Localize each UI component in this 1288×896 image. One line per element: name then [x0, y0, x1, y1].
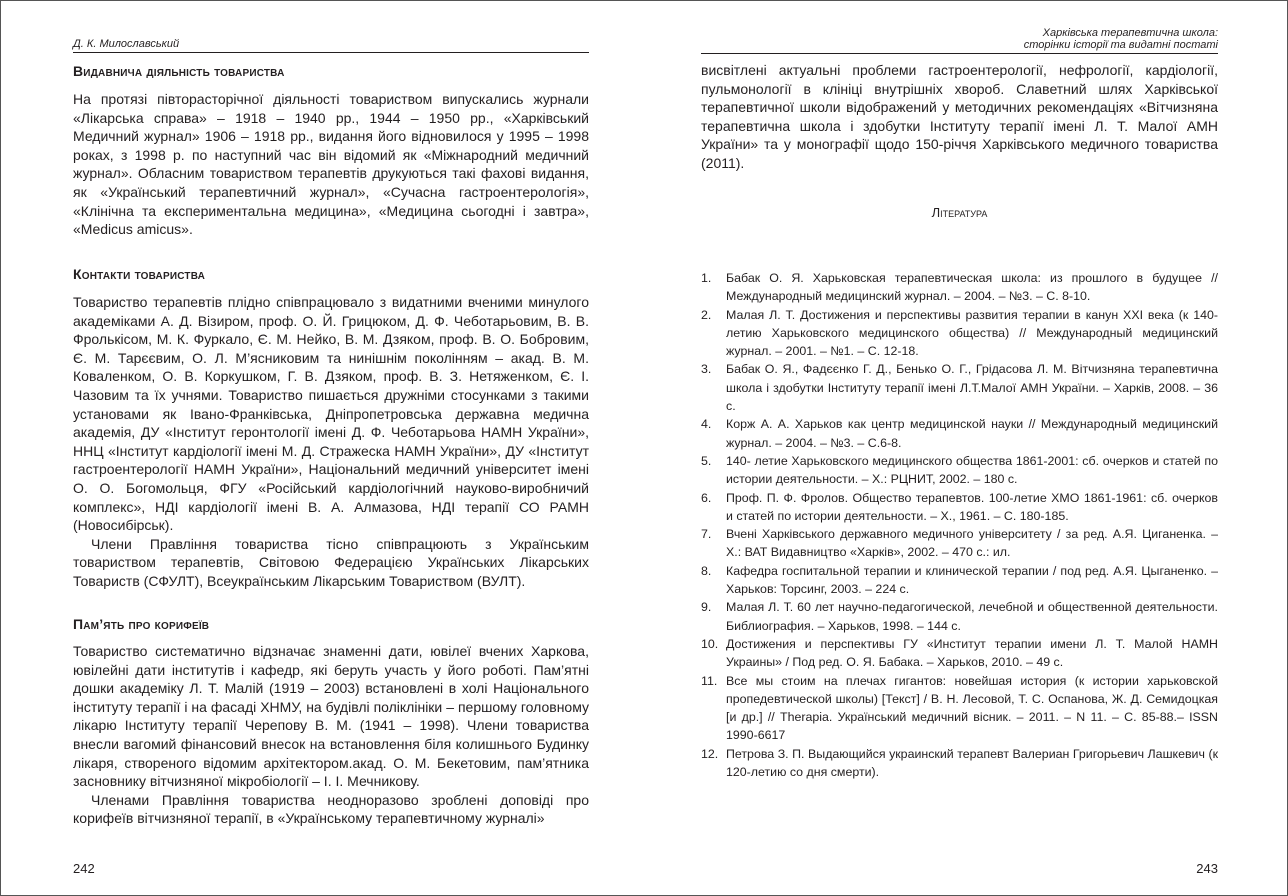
reference-item: [701, 635, 1218, 672]
heading-literature: Література: [931, 205, 988, 220]
running-header-line2: сторінки історії та видатні постаті: [1023, 39, 1218, 51]
reference-number: 3.: [701, 362, 712, 377]
reference-item: [701, 672, 1218, 745]
reference-item: [701, 525, 1218, 562]
paragraph: висвітлені актуальні проблеми гастроентерології, нефрології, кардіології, пульмонології в клініці внутрішніх хвороб. Славетний шлях Харківської терапевтичної школи відображений у методичних рекомендаціях «Вітчизняна терапевтична школа і здобутки Інституту терапії імені Л. Т. Малої АМН України» та у монографії щодо 150-річчя Харківського медичного товариства (2011).: [701, 62, 1218, 171]
paragraph: Членами Правління товариства неодноразово зроблені доповіді про корифеїв вітчизняної терапії, в «Українському терапевтичному журналі»: [73, 791, 589, 827]
reference-number: 7.: [701, 527, 712, 542]
reference-text: Корж А. А. Харьков как центр медицинской науки // Международный медицинский журнал. – 2004. – №3. – С.6-8.: [726, 417, 1218, 450]
section-memory-body: [73, 642, 589, 828]
right-page: [701, 1, 1218, 895]
reference-text: Бабак О. Я., Фадєєнко Г. Д., Бенько О. Г., Грідасова Л. М. Вітчизняна терапевтична школа і здобутки Інституту терапії імені Л.Т.Малої АМН України. – Харків, 2008. – 36 с.: [726, 362, 1218, 414]
paragraph: Члени Правління товариства тісно співпрацюють з Українським товариством терапевтів, Світовою Федерацією Українських Лікарських Товариств (СФУЛТ), Всеукраїнським Лікарським Товариством (ВУЛТ).: [73, 535, 589, 589]
reference-item: [701, 598, 1218, 635]
reference-text: Все мы стоим на плечах гигантов: новейшая история (к истории харьковской пропедевтической школы) [Текст] / В. Н. Лесовой, Т. С. Оспанова, Ж. Д. Семидоцкая [и др.] // Therapia. Український медичний вісник. – 2011. – N 11. – С. 85-88.– ISSN 1990-6617: [726, 673, 1218, 743]
paragraph: Товариство систематично відзначає знаменні дати, ювілеї вчених Харкова, ювілейні дати інститутів і кафедр, які беруть участь у його роботі. Пам’ятні дошки академіку Л. Т. Малій (1919 – 2003) встановлені в холі Національного інституту терапії і на фасаді ХНМУ, на будівлі поліклініки – першому головному лікарю Інституту терапії Черепову В. М. (1941 – 1998). Члени товариства внесли вагомий фінансовий внесок на встановлення біля колишнього Будинку лікаря, створеного відомим архітектором.акад. О. М. Бекетовим, пам’ятника засновнику вітчизняної мікробіології – І. І. Мечникову.: [73, 643, 589, 790]
reference-number: 1.: [701, 271, 712, 285]
running-header-line1: Харківська терапевтична школа:: [1042, 27, 1218, 39]
reference-text: Кафедра госпитальной терапии и клинической терапии / под ред. А.Я. Цыганенко. – Харьков: Торсинг, 2003. – 224 с.: [726, 563, 1218, 597]
reference-item: [701, 452, 1218, 489]
reference-text: Малая Л. Т. Достижения и перспективы развития терапии в канун XXI века (к 140-летию Харьковского медицинского общества) // Международный медицинский журнал. – 2001. – №1. – С. 12-18.: [726, 307, 1218, 359]
heading-memory: Пам’ять про корифеїв: [73, 616, 210, 632]
reference-text: Бабак О. Я. Харьковская терапевтическая школа: из прошлого в будущее // Международный медицинский журнал. – 2004. – №3. – С. 8-10.: [726, 271, 1218, 304]
continuation-body: [701, 61, 1218, 173]
reference-text: Малая Л. Т. 60 лет научно-педагогической, лечебной и общественной деятельности. Библиография. – Харьков, 1998. – 144 с.: [726, 600, 1218, 633]
heading-publishing: Видавнича діяльність товариства: [73, 63, 285, 79]
reference-number: 5.: [701, 453, 712, 468]
reference-item: [701, 360, 1218, 415]
reference-item: [701, 415, 1218, 452]
running-header-author-text: Д. К. Милославський: [73, 38, 180, 50]
reference-item: [701, 269, 1218, 306]
reference-number: 6.: [701, 490, 712, 505]
reference-number: 4.: [701, 417, 712, 432]
page-number-left: 242: [73, 861, 95, 876]
reference-number: 9.: [701, 600, 712, 615]
reference-number: 12.: [701, 746, 719, 761]
reference-item: [701, 306, 1218, 361]
reference-item: [701, 562, 1218, 599]
left-page: [73, 1, 589, 895]
reference-text: Петрова З. П. Выдающийся украинский терапевт Валериан Григорьевич Лашкевич (к 120-летию со дня смерти).: [726, 746, 1218, 780]
section-publishing-body: [73, 90, 589, 239]
reference-text: 140- летие Харьковского медицинского общества 1861-2001: сб. очерков и статей по истории деятельности. – Х.: РЦНИТ, 2002. – 180 с.: [726, 453, 1218, 487]
reference-text: Достижения и перспективы ГУ «Институт терапии имени Л. Т. Малой НАМН Украины» / Под ред. О. Я. Бабака. – Харьков, 2010. – 49 с.: [726, 636, 1218, 670]
reference-text: Проф. П. Ф. Фролов. Общество терапевтов. 100-летие ХМО 1861-1961: сб. очерков и статей по истории деятельности. – Х., 1961. – С. 180-185.: [726, 490, 1218, 523]
reference-text: Вчені Харківського державного медичного університету / за ред. А.Я. Циганенка. – Х.: ВАТ Видавництво «Харків», 2002. – 470 с.: ил.: [726, 527, 1218, 560]
reference-number: 2.: [701, 307, 712, 322]
section-contacts-body: [73, 293, 589, 591]
reference-list: [701, 269, 1218, 781]
reference-number: 10.: [701, 636, 719, 651]
running-header-title: [701, 27, 1218, 54]
page-number-right: 243: [1196, 861, 1218, 876]
reference-item: [701, 745, 1218, 782]
reference-item: [701, 489, 1218, 526]
reference-number: 11.: [701, 673, 718, 688]
running-header-author: [73, 38, 589, 53]
paragraph: На протязі півторасторічної діяльності товариством випускались журнали «Лікарська справа» – 1918 – 1940 рр., 1944 – 1950 рр., «Харківський Медичний журнал» 1906 – 1918 рр., видання його відновилося у 1995 – 1998 роках, з 1998 р. по наступний час він відомий як «Міжнародний медичний журнал». Обласним товариством терапевтів друкуються такі фахові видання, як «Український терапевтичний журнал», «Сучасна гастроентерологія», «Клінічна та експериментальна медицина», «Медицина сьогодні і завтра», «Medicus amicus».: [73, 91, 589, 238]
reference-number: 8.: [701, 563, 712, 578]
heading-contacts: Контакти товариства: [73, 266, 206, 282]
paragraph: Товариство терапевтів плідно співпрацювало з видатними вченими минулого академіками А. Д. Візиром, проф. О. Й. Грицюком, Д. Ф. Чеботарьовим, В. В. Фролькісом, М. К. Фуркало, Є. М. Нейко, В. М. Дзяком, проф. В. О. Бобровим, Є. М. Тарєєвим, О. Л. М’ясниковим та нинішнім поколінням – акад. В. М. Коваленком, О. В. Коркушком, Г. В. Дзяком, проф. В. З. Нетяженком, Є. І. Чазовим та їх учнями. Товариство пишається дружніми стосунками з такими установами як Івано-Франківська, Дніпропетровська державна медична академія, ДУ «Інститут геронтології імені Д. Ф. Чеботарьова НАМН України», ННЦ «Інститут кардіології імені М. Д. Стражеска НАМН України», ДУ «Інститут гастроентерології НАМН України», Національний медичний університет імені О. О. Богомольця, ФГУ «Російський кардіологічний науково-виробничий комплекс», НДІ кардіології імені В. А. Алмазова, НДІ терапії СО РАМН (Новосибірськ).: [73, 294, 589, 534]
